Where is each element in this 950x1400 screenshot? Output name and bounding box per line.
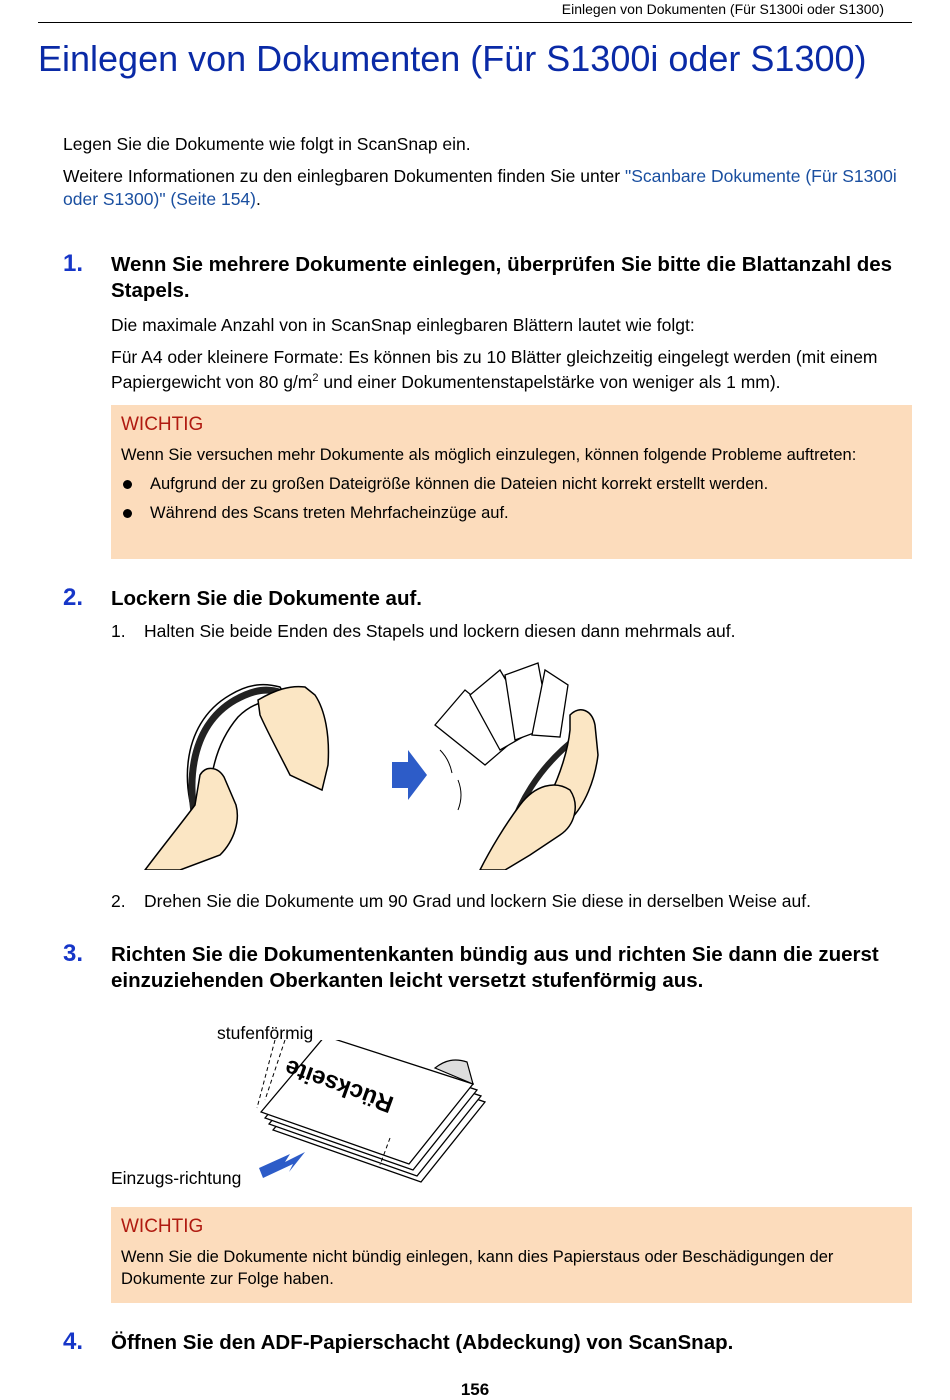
step-4-number: 4. bbox=[63, 1328, 84, 1355]
step-3-title: Richten Sie die Dokumentenkanten bündig aus und richten Sie dann die zuerst einzuziehenden Oberkanten leicht versetzt stufenförmig aus. bbox=[111, 943, 879, 992]
step-1-capacity-text bbox=[111, 345, 911, 395]
note-text: Wenn Sie versuchen mehr Dokumente als möglich einzulegen, können folgende Probleme auftreten: bbox=[121, 446, 857, 464]
step-1-text: Die maximale Anzahl von in ScanSnap einlegbaren Blättern lautet wie folgt: bbox=[111, 315, 695, 335]
intro-reference bbox=[63, 165, 913, 211]
substep-2-text: Drehen Sie die Dokumente um 90 Grad und lockern Sie diese in derselben Weise auf. bbox=[144, 891, 811, 911]
stacked-documents-illustration bbox=[245, 1040, 495, 1185]
note-text: Wenn Sie die Dokumente nicht bündig einlegen, kann dies Papierstaus oder Beschädigungen der Dokumente zur Folge haben. bbox=[121, 1248, 834, 1288]
step-4-title: Öffnen Sie den ADF-Papierschacht (Abdeckung) von ScanSnap. bbox=[111, 1331, 734, 1354]
feed-direction-arrow-icon bbox=[259, 1152, 305, 1178]
header-divider bbox=[38, 22, 912, 23]
figure-label-stufenfoermig: stufenförmig bbox=[217, 1023, 314, 1043]
note-bullet-text: Während des Scans treten Mehrfacheinzüge auf. bbox=[150, 504, 509, 522]
capacity-text-start: Für A4 oder kleinere Formate: Es können bis zu 10 Blätter gleichzeitig eingelegt werden (mit einem Papiergewicht von 80 g/m bbox=[111, 347, 878, 392]
step-2-title: Lockern Sie die Dokumente auf. bbox=[111, 587, 422, 610]
scanbare-dokumente-link[interactable]: "Scanbare Dokumente (Für S1300i oder S1300)" (Seite 154) bbox=[63, 166, 897, 209]
fanning-illustration bbox=[140, 655, 600, 870]
note-label: WICHTIG bbox=[121, 1216, 204, 1237]
note-bullet bbox=[121, 473, 902, 495]
page-title: Einlegen von Dokumenten (Für S1300i oder S1300) bbox=[38, 38, 867, 79]
capacity-text-end: und einer Dokumentenstapelstärke von weniger als 1 mm). bbox=[318, 372, 781, 392]
step-1-title: Wenn Sie mehrere Dokumente einlegen, überprüfen Sie bitte die Blattanzahl des Stapels. bbox=[111, 253, 893, 302]
substep-2-number: 2. bbox=[111, 891, 126, 911]
bullet-icon bbox=[123, 509, 132, 518]
running-header: Einlegen von Dokumenten (Für S1300i oder S1300) bbox=[561, 1, 884, 17]
note-bullet-text: Aufgrund der zu großen Dateigröße können die Dateien nicht korrekt erstellt werden. bbox=[150, 475, 769, 493]
intro-text: Legen Sie die Dokumente wie folgt in ScanSnap ein. bbox=[63, 134, 471, 154]
rueckseite-text: Rückseite bbox=[281, 1053, 398, 1118]
intro-reference-end: . bbox=[256, 189, 261, 209]
substep-1-number: 1. bbox=[111, 621, 126, 641]
arrow-right-icon bbox=[392, 750, 427, 800]
important-note-1 bbox=[111, 405, 912, 559]
page-number: 156 bbox=[460, 1380, 490, 1399]
step-3-number: 3. bbox=[63, 940, 84, 967]
note-label: WICHTIG bbox=[121, 414, 204, 435]
important-note-2 bbox=[111, 1207, 912, 1303]
step-2-number: 2. bbox=[63, 584, 84, 611]
bullet-icon bbox=[123, 480, 132, 489]
substep-1-text: Halten Sie beide Enden des Stapels und lockern diesen dann mehrmals auf. bbox=[144, 621, 736, 641]
figure-label-einzugsrichtung: Einzugs-richtung bbox=[111, 1168, 242, 1188]
right-hand-bottom bbox=[480, 785, 575, 870]
intro-reference-text: Weitere Informationen zu den einlegbaren Dokumenten finden Sie unter bbox=[63, 166, 625, 186]
note-bullet bbox=[121, 502, 902, 524]
step-1-number: 1. bbox=[63, 250, 84, 277]
capacity-superscript: 2 bbox=[312, 372, 319, 384]
left-hand-top bbox=[258, 687, 328, 790]
